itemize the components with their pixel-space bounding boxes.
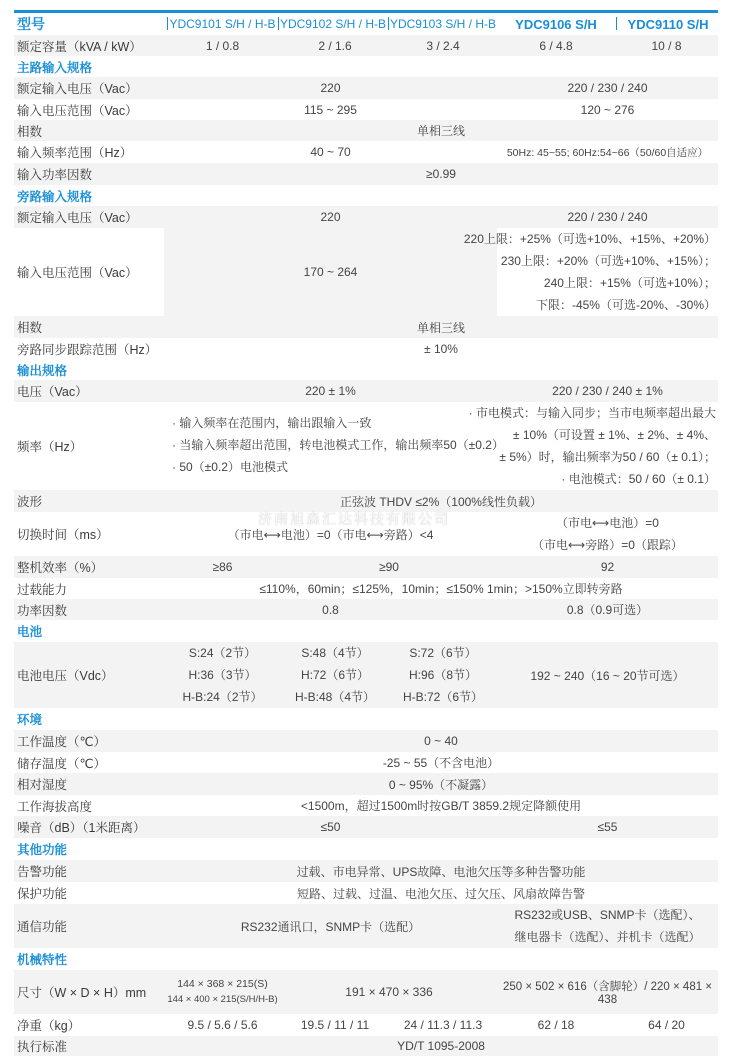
row-label: 工作海拔高度 (17, 799, 93, 814)
value-three: 0.8（0.9可选） (566, 603, 649, 617)
capacity-value: 3 / 2.4 (426, 38, 460, 53)
row-label: 功率因数 (17, 603, 68, 618)
watermark: 济南旭森汇达科技有限公司 (258, 511, 450, 527)
model-2: YDC9102 S/H / H-B (279, 17, 387, 31)
header-row (14, 13, 718, 35)
weight-row (14, 1014, 718, 1036)
transfer-line: （市电⟷电池）=0 (556, 516, 659, 530)
efficiency-value: ≥90 (379, 560, 399, 574)
main-freq-range-row (14, 141, 718, 163)
row-label: 相对湿度 (17, 778, 68, 792)
value-single: 0.8 (322, 602, 339, 617)
main-rated-voltage-row (14, 77, 718, 99)
value-single: （市电⟷电池）=0（市电⟷旁路）<4 (227, 527, 434, 542)
row-label: 切换时间（ms） (17, 528, 109, 542)
value-three: 250 × 502 × 616（含脚轮）/ 220 × 481 × 438 (502, 981, 713, 1006)
bypass-phase-row (14, 316, 718, 338)
row-label: 输入电压范围（Vac） (17, 103, 138, 118)
header-label: 型号 (17, 16, 45, 32)
row-label: 频率（Hz） (17, 440, 83, 454)
row-label: 额定输入电压（Vac） (17, 82, 138, 96)
bypass-limit-line: 230上限：+20%（可选+10%、+15%）； (500, 254, 716, 268)
row-label: 通信功能 (17, 920, 68, 934)
section-mechanical (14, 948, 718, 970)
frequency-note: ± 5%）时，输出频率为50 / 60（± 0.1）； (499, 450, 716, 464)
main-pf-row (14, 163, 718, 185)
value-all: 0 ~ 40 (424, 734, 458, 748)
value-all: -25 ~ 55（不含电池） (382, 756, 500, 770)
battery-line: S:24（2节） (188, 646, 257, 660)
humidity-row (14, 773, 718, 795)
value-all: ± 10% (424, 341, 458, 356)
battery-line: H-B:72（6节） (402, 690, 484, 704)
value-three (497, 512, 718, 556)
value-single: 40 ~ 70 (310, 145, 351, 159)
value-three: 220 / 230 / 240 (567, 210, 648, 224)
efficiency-row (14, 556, 718, 578)
value-all: 单相三线 (416, 320, 465, 335)
overload-row (14, 578, 718, 599)
protection-row (14, 882, 718, 904)
bypass-voltage-range-row (14, 228, 718, 316)
main-voltage-range-row (14, 99, 718, 120)
size-row (14, 970, 718, 1014)
frequency-note: · 当输入频率超出范围，转电池模式工作，输出频率50（±0.2） (172, 438, 504, 452)
section-title: 电池 (17, 625, 43, 639)
row-label: 工作温度（℃） (17, 735, 107, 749)
row-label: 电压（Vac） (17, 385, 88, 399)
spec-table (14, 10, 718, 1056)
row-label: 相数 (17, 321, 43, 335)
efficiency-value: ≥86 (212, 560, 233, 574)
comm-line: 继电器卡（选配）、并机卡（选配） (514, 930, 701, 944)
row-label: 输入功率因数 (17, 168, 93, 182)
battery-line: H:72（6节） (300, 668, 370, 682)
bypass-limit-line: 220上限：+25%（可选+10%、+15%、+20%） (463, 232, 716, 246)
frequency-note: ± 10%（可设置 ± 1%、± 2%、± 4%、 (512, 428, 716, 442)
row-label: 额定容量（kVA / kW） (17, 39, 142, 54)
value-three: 220 / 230 / 240 (567, 81, 648, 95)
section-title: 其他功能 (17, 843, 68, 857)
row-label: 保护功能 (17, 887, 68, 901)
row-label: 过载能力 (17, 582, 68, 597)
row-label: 旁路同步跟踪范围（Hz） (17, 342, 158, 357)
battery-cell (164, 642, 281, 708)
value-three (463, 228, 718, 316)
row-label: 相数 (17, 124, 43, 139)
value-single: 220 (320, 81, 341, 95)
battery-voltage-row (14, 642, 718, 708)
bypass-limit-line: 240上限：+15%（可选+10%）； (543, 276, 716, 290)
row-label: 尺寸（W × D × H）mm (17, 986, 147, 1000)
battery-line: H:36（3节） (188, 668, 257, 682)
model-5: YDC9110 S/H (627, 16, 709, 32)
section-other (14, 838, 718, 860)
section-environment (14, 708, 718, 730)
output-frequency-row (14, 402, 718, 490)
section-bypass (14, 185, 718, 206)
capacity-value: 1 / 0.8 (205, 38, 240, 53)
row-label: 额定输入电压（Vac） (17, 211, 138, 225)
value-single: 220 ± 1% (305, 384, 356, 398)
capacity-row (14, 35, 718, 56)
bypass-sync-row (14, 338, 718, 359)
battery-cell (389, 642, 497, 708)
row-label: 净重（kg） (17, 1019, 81, 1033)
value-all: 过载、市电异常、UPS故障、电池欠压等多种告警功能 (296, 864, 586, 879)
size-line: 144 × 400 × 215(S/H/H-B) (167, 994, 278, 1005)
frequency-note: · 50（±0.2）电池模式 (172, 460, 288, 474)
value-three (497, 904, 718, 948)
section-output (14, 359, 718, 380)
row-label: 储存温度（℃） (17, 756, 107, 771)
main-phase-row (14, 120, 718, 141)
comm-row (14, 904, 718, 948)
row-label: 波形 (17, 495, 43, 509)
section-title: 旁路输入规格 (17, 189, 93, 204)
transfer-line: （市电⟷旁路）=0（跟踪） (532, 538, 683, 552)
section-title: 输出规格 (17, 363, 68, 378)
row-label: 噪音（dB）（1米距离） (17, 821, 146, 835)
battery-line: S:72（6节） (409, 646, 477, 660)
value-single: 115 ~ 295 (304, 102, 357, 117)
op-temp-row (14, 730, 718, 752)
frequency-note: · 输入频率在范围内，输出跟输入一致 (172, 416, 372, 430)
capacity-value: 2 / 1.6 (318, 38, 352, 53)
output-voltage-row (14, 380, 718, 402)
noise-row (14, 816, 718, 838)
row-label: 整机效率（%） (17, 561, 104, 575)
weight-value: 64 / 20 (648, 1018, 685, 1032)
size-cell: 191 × 470 × 336 (345, 985, 433, 999)
alarm-row (14, 860, 718, 882)
value-all: 单相三线 (416, 124, 465, 138)
value-all: 0 ~ 95%（不凝露） (388, 777, 494, 792)
section-main-input (14, 56, 718, 77)
model-4: YDC9106 S/H (515, 16, 597, 32)
weight-value: 9.5 / 5.6 / 5.6 (187, 1018, 258, 1032)
storage-temp-row (14, 752, 718, 773)
section-title: 环境 (17, 713, 43, 727)
row-label: 执行标准 (17, 1040, 68, 1054)
battery-line: H:96（8节） (408, 668, 478, 682)
capacity-value: 10 / 8 (651, 38, 682, 53)
weight-value: 19.5 / 11 / 11 (300, 1018, 370, 1032)
model-1: YDC9101 S/H / H-B (169, 17, 276, 31)
comm-line: RS232或USB、SNMP卡（选配）、 (514, 908, 701, 922)
bypass-limit-line: 下限：-45%（可选-20%、-30%） (535, 298, 716, 312)
value-single (164, 402, 504, 490)
value-all: YD/T 1095-2008 (397, 1039, 485, 1053)
row-label: 输入电压范围（Vac） (17, 266, 138, 280)
value-single: ≤50 (320, 820, 341, 834)
row-label: 电池电压（Vdc） (17, 669, 114, 683)
output-pf-row (14, 599, 718, 620)
value-three: ≤55 (597, 820, 618, 834)
efficiency-value: 92 (600, 560, 615, 574)
battery-line: S:48（4节） (301, 646, 369, 660)
header-separator (616, 17, 617, 30)
size-cell (164, 970, 281, 1014)
value-three: 192 ~ 240（16 ~ 20节可选） (530, 668, 685, 683)
weight-value: 62 / 18 (537, 1018, 575, 1032)
battery-line: H-B:24（2节） (182, 690, 263, 704)
section-battery (14, 620, 718, 642)
battery-line: H-B:48（4节） (294, 690, 376, 704)
section-title: 机械特性 (17, 953, 68, 967)
weight-value: 24 / 11.3 / 11.3 (403, 1018, 483, 1032)
value-three: 220 / 230 / 240 ± 1% (552, 384, 663, 398)
value-single: 170 ~ 264 (164, 228, 497, 316)
value-three: 50Hz: 45~55; 60Hz:54~66（50/60自适应） (506, 146, 709, 159)
bypass-rated-voltage-row (14, 206, 718, 228)
value-all: <1500m，超过1500m时按GB/T 3859.2规定降额使用 (300, 799, 582, 813)
capacity-value: 6 / 4.8 (539, 38, 573, 53)
value-all: ≤110%，60min；≤125%，10min；≤150% 1min；>150%立即转旁路 (259, 582, 623, 596)
value-single: RS232通讯口，SNMP卡（选配） (240, 919, 421, 934)
frequency-note: · 市电模式：与输入同步；当市电频率超出最大 (468, 406, 716, 420)
frequency-note: · 电池模式：50 / 60（± 0.1） (561, 472, 716, 486)
battery-cell (281, 642, 389, 708)
value-single: 220 (320, 210, 341, 224)
value-three: 120 ~ 276 (580, 102, 635, 117)
value-all: 短路、过载、过温、电池欠压、过欠压、风扇故障告警 (296, 886, 585, 901)
row-label: 告警功能 (17, 865, 68, 879)
standard-row (14, 1036, 718, 1056)
value-all: 正弦波 THDV ≤2%（100%线性负载） (340, 494, 542, 509)
value-three (468, 402, 718, 490)
altitude-row (14, 795, 718, 816)
value-all: ≥0.99 (426, 167, 456, 181)
row-label: 输入频率范围（Hz） (17, 146, 133, 160)
model-3: YDC9103 S/H / H-B (389, 17, 497, 31)
section-title: 主路输入规格 (17, 60, 93, 75)
size-line: 144 × 368 × 215(S) (177, 978, 268, 990)
